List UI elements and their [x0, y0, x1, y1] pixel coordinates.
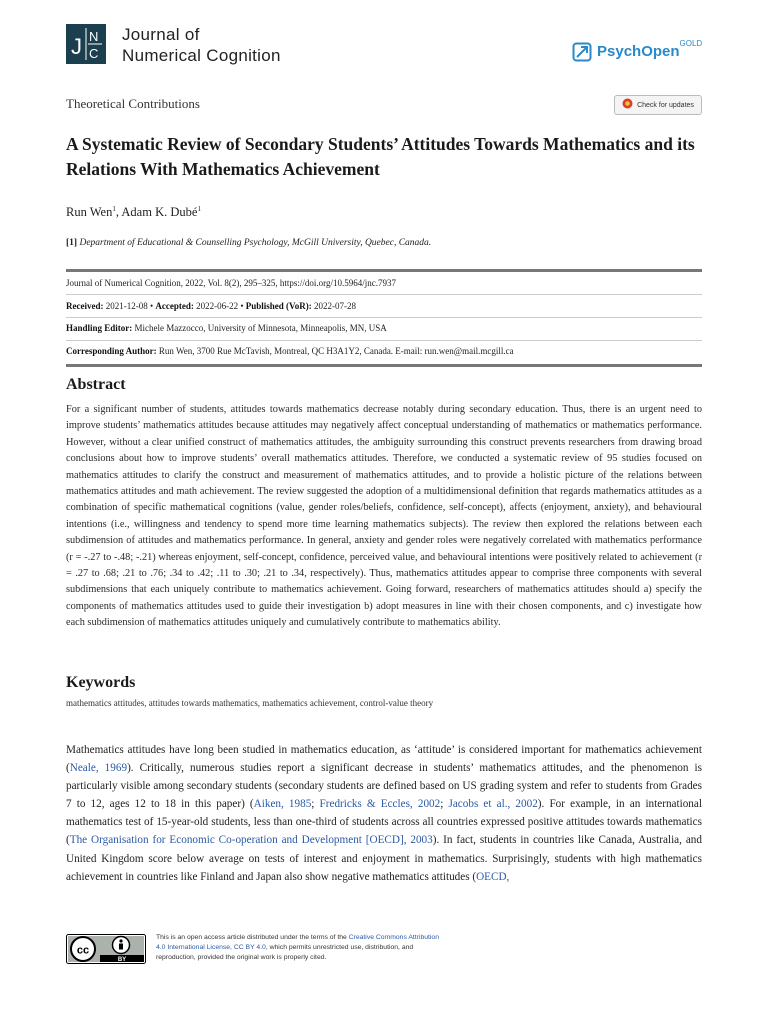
check-updates-label: Check for updates: [637, 101, 694, 109]
logo-letter-n: N: [89, 29, 99, 44]
published-date: 2022-07-28: [313, 301, 356, 311]
body-text-run: ). In fact, students in countries like Canada, Australia, and United Kingdom score below average on tests of interest and enjoyment in mathematics. Surprisingly, students with high mathematics achievement in countries like Finland and Japan also show negative mathematics attitudes (: [66, 834, 702, 883]
license-text-run: This is an open access article distributed under the terms of the: [156, 934, 349, 941]
corresponding-line: [66, 346, 514, 356]
article-title: A Systematic Review of Secondary Students’ Attitudes Towards Mathematics and its Relations With Mathematics Achievement: [66, 134, 695, 179]
section-label: Theoretical Contributions: [66, 96, 200, 111]
psychopen-icon: [572, 42, 592, 67]
accepted-date: 2022-06-22: [196, 301, 239, 311]
license-text-run: , which permits unrestricted use, distribution, and reproduction, provided the original work is properly cited.: [156, 944, 414, 962]
abstract-text: For a significant number of students, attitudes towards mathematics decrease notably during secondary education. Thus, there is an urgent need to improve students’ mathematics attitudes because attitudes may negatively affect conceptual understanding of mathematics or mathematics performance. However, without a clear unified construct of mathematics attitudes, the ambiguity surrounding this construct prevents researchers from drawing broad conclusions about how to improve students’ overall mathematics attitudes. Therefore, we conducted a systematic review of 95 studies focused on mathematics attitudes to clarify the construct and measurement of mathematics attitudes, and to provide a holistic picture of the relations between mathematics attitudes and math achievement. The review suggested the adoption of a multidimensional definition that regards mathematics attitudes as a combination of specific mathematical cognitions (value, gender roles/beliefs, confidence, self-concept), affects (enjoyment, anxiety), and behavioural intentions (i.e., willingness and tendency to spend more time learning mathematics subjects). The review then explored the relations between each subdimension of attitudes and mathematics performance. In general, anxiety and gender roles were negatively correlated with mathematics performance (r = -.27 to -.48; -.21) whereas enjoyment, self-concept, confidence, perceived value, and behavioural intentions were positively related to achievement (r = .27 to .68; .21 to .76; .34 to .42; .11 to .30; .21 to .34, respectively). Thus, mathematics attitudes appear to comprise three components with several subdimensions that each uniquely contribute to mathematics achievement. Going forward, researchers of mathematics attitudes should a) specify the components of mathematics attitudes used to guide their investigation b) adopt measures in line with their chosen components, and c) investigate how each subdimension of mathematics attitudes uniquely and cumulatively contribute to mathematics ability.: [66, 404, 702, 629]
check-updates-icon: [622, 96, 633, 114]
psychopen-gold: GOLD: [679, 39, 703, 48]
body-paragraph: [66, 741, 702, 886]
editor-value: Michele Mazzocco, University of Minnesota, Minneapolis, MN, USA: [134, 323, 387, 333]
author-name[interactable]: Run Wen: [66, 205, 113, 220]
affiliation-text: Department of Educational & Counselling Psychology, McGill University, Quebec, Canada.: [79, 238, 432, 248]
citation-link[interactable]: OECD,: [476, 870, 510, 883]
dates-line: Received: 2021-12-08 • Accepted: 2022-06-22 • Published (VoR): 2022-07-28: [66, 301, 356, 311]
editor-line: [66, 323, 387, 333]
author-name[interactable]: Adam K. Dubé: [121, 205, 198, 220]
psychopen-logo[interactable]: [572, 38, 702, 68]
license-link[interactable]: Creative Commons Attribution 4.0 International License, CC BY 4.0: [156, 934, 439, 952]
editor-label: Handling Editor:: [66, 323, 133, 333]
accepted-label: Accepted:: [155, 301, 194, 311]
received-date: 2021-12-08: [105, 301, 148, 311]
corresponding-value: Run Wen, 3700 Rue McTavish, Montreal, QC H3A1Y2, Canada. E-mail: run.wen@mail.mcgill.ca: [158, 346, 514, 356]
body-text-run: Mathematics attitudes have long been studied in mathematics education, as ‘attitude’ is considered important for mathematics achievement (: [66, 744, 702, 775]
published-label: Published (VoR):: [245, 301, 312, 311]
citation-line: Journal of Numerical Cognition, 2022, Vol. 8(2), 295–325, https://doi.org/10.5964/jnc.7937: [66, 278, 396, 288]
divider-bottom: [66, 364, 702, 367]
journal-name: [122, 24, 281, 66]
check-for-updates-button[interactable]: [614, 95, 702, 115]
license-notice: [156, 933, 446, 964]
separator: ;: [311, 798, 320, 811]
citation-link[interactable]: Neale, 1969: [69, 762, 128, 775]
cc-by-badge[interactable]: [66, 934, 146, 964]
body-text-run: ). For example, in an international mathematics test of 15-year-old students, less than one-third of students across all countries expressed positive attitudes towards mathematics (: [66, 798, 702, 847]
divider: [66, 294, 702, 295]
body-text-run: ). Critically, numerous studies report a significant decrease in students’ mathematics attitudes, and the phenomenon is particularly visible among secondary students (secondary students are defined based on US grading system and refer to students from Grades 7 to 12, ages 12 to 18 in this paper) (: [66, 762, 702, 811]
keywords-text: mathematics attitudes, attitudes towards mathematics, mathematics achievement, control-value theory: [66, 698, 434, 708]
affiliation-marker: [1]: [66, 238, 78, 248]
keywords-heading: Keywords: [66, 674, 136, 691]
journal-name-line2: Numerical Cognition: [122, 46, 281, 65]
journal-logo: [66, 24, 106, 64]
authors: Run Wen$^1$, Adam K. Dubé$^1$: [66, 205, 201, 220]
citation-link[interactable]: Aiken, 1985: [253, 798, 312, 811]
divider: [66, 340, 702, 341]
svg-text:cc: cc: [76, 944, 90, 957]
author-sup: 1: [112, 205, 116, 213]
logo-letter-c: C: [89, 46, 99, 61]
psychopen-name: PsychOpen: [597, 43, 680, 60]
corresponding-label: Corresponding Author:: [66, 346, 157, 356]
divider-top: [66, 269, 702, 272]
citation-link[interactable]: Fredricks & Eccles, 2002: [319, 798, 441, 811]
separator: ;: [440, 798, 449, 811]
author-sup: 1: [197, 205, 201, 213]
affiliation: [66, 238, 431, 248]
abstract-heading: Abstract: [66, 376, 126, 393]
badge-by-text: BY: [117, 957, 127, 963]
logo-letter-j: J: [71, 34, 82, 59]
divider: [66, 317, 702, 318]
journal-name-line1: Journal of: [122, 25, 200, 44]
citation-link[interactable]: Jacobs et al., 2002: [448, 798, 538, 811]
received-label: Received:: [66, 301, 104, 311]
citation-link[interactable]: The Organisation for Economic Co-operation and Development [OECD], 2003: [69, 834, 433, 847]
